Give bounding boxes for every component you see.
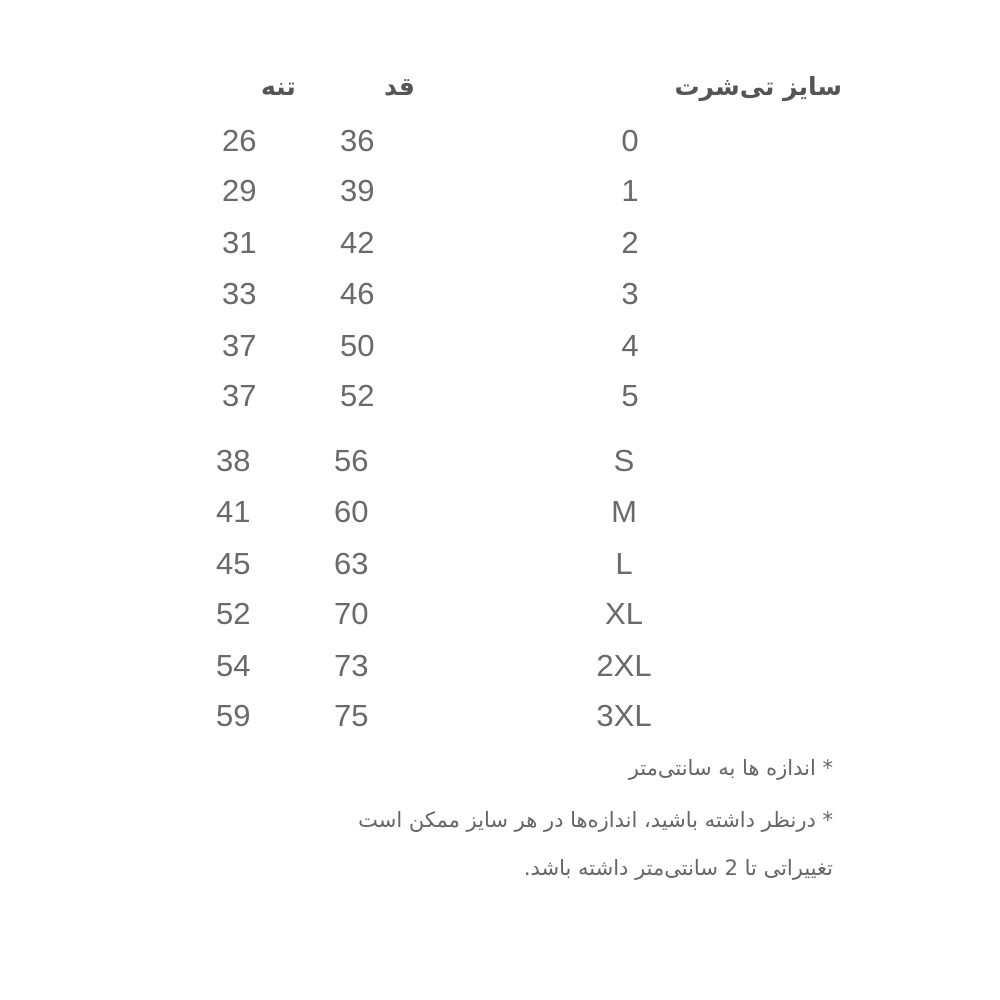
length-cell: 63 — [334, 546, 369, 581]
length-cell: 46 — [340, 276, 375, 311]
size-cell: 3 — [621, 276, 639, 311]
chest-cell: 37 — [222, 378, 257, 413]
chest-cell: 38 — [216, 443, 251, 478]
length-cell: 52 — [340, 378, 375, 413]
size-cell: M — [611, 494, 637, 529]
header-length: قد — [384, 72, 415, 101]
size-cell: 4 — [621, 328, 639, 363]
length-cell: 36 — [340, 123, 375, 158]
chest-cell: 41 — [216, 494, 251, 529]
tolerance-note-line2: تغییراتی تا 2 سانتی‌متر داشته باشد. — [523, 856, 833, 880]
size-cell: 0 — [621, 123, 639, 158]
length-cell: 39 — [340, 173, 375, 208]
length-cell: 50 — [340, 328, 375, 363]
size-cell: 2 — [621, 225, 639, 260]
length-cell: 75 — [334, 698, 369, 733]
length-cell: 60 — [334, 494, 369, 529]
length-cell: 73 — [334, 648, 369, 683]
size-cell: XL — [605, 596, 643, 631]
size-cell: 1 — [621, 173, 639, 208]
chest-cell: 31 — [222, 225, 257, 260]
header-size: سایز تی‌شرت — [674, 72, 842, 101]
size-cell: 2XL — [596, 648, 652, 683]
chest-cell: 26 — [222, 123, 257, 158]
size-cell: S — [613, 443, 635, 478]
header-chest: تنه — [261, 72, 296, 101]
size-cell: 5 — [621, 378, 639, 413]
chest-cell: 37 — [222, 328, 257, 363]
chest-cell: 59 — [216, 698, 251, 733]
chest-cell: 45 — [216, 546, 251, 581]
length-cell: 56 — [334, 443, 369, 478]
tolerance-note-line1: * درنظر داشته باشید، اندازه‌ها در هر سایز ممکن است — [358, 808, 833, 832]
chest-cell: 52 — [216, 596, 251, 631]
chest-cell: 54 — [216, 648, 251, 683]
length-cell: 70 — [334, 596, 369, 631]
size-cell: 3XL — [596, 698, 652, 733]
chest-cell: 33 — [222, 276, 257, 311]
size-cell: L — [615, 546, 633, 581]
unit-note: * اندازه ها به سانتی‌متر — [628, 756, 833, 780]
chest-cell: 29 — [222, 173, 257, 208]
length-cell: 42 — [340, 225, 375, 260]
